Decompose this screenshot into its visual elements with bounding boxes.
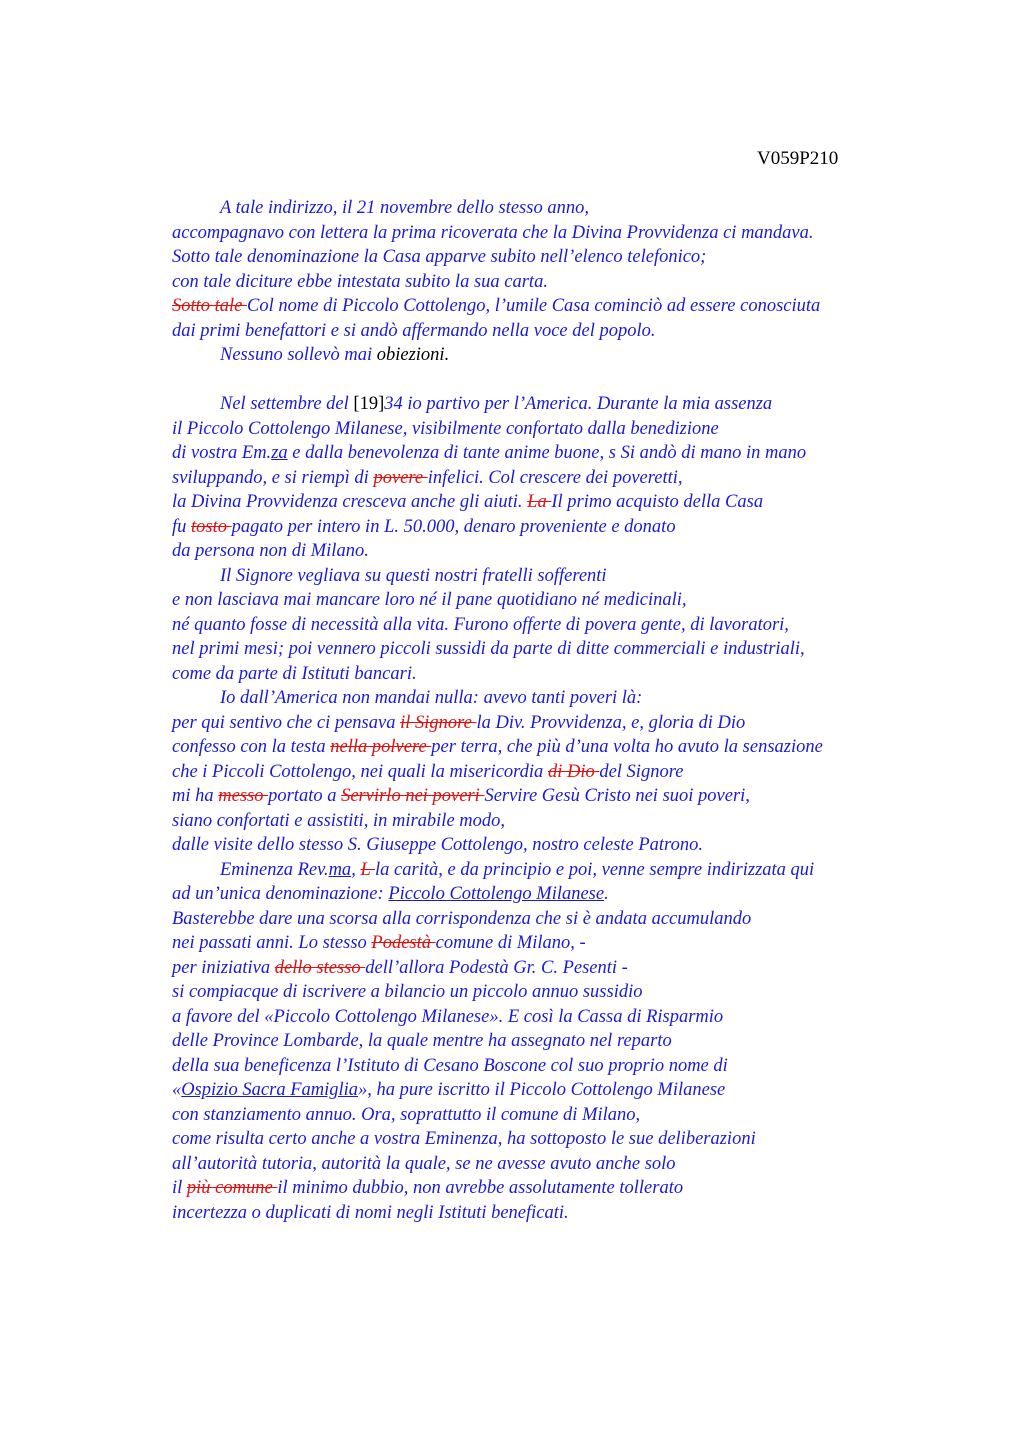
text-run: con stanziamento annuo. Ora, soprattutto il comune di Milano, <box>172 1104 641 1125</box>
text-run: Il primo acquisto della Casa <box>551 492 764 512</box>
text-run: nel primi mesi; poi vennero piccoli sussidi da parte di ditte commerciali e industriali, <box>172 639 805 659</box>
text-line <box>172 245 1012 270</box>
text-run: sviluppando, e si riempì di <box>172 467 374 488</box>
text-run: del Signore <box>599 761 684 782</box>
text-line <box>172 392 1012 417</box>
text-run: 34 io partivo per l’America. Durante la mia assenza <box>384 394 773 414</box>
text-line <box>172 417 1012 442</box>
text-run: Sotto tale denominazione la Casa apparve subito nell’elenco telefonico; <box>172 247 707 267</box>
text-line <box>172 907 1012 932</box>
text-run: della sua beneficenza l’Istituto di Cesano Boscone col suo proprio nome di <box>172 1055 728 1076</box>
text-run: dell’allora Podestà Gr. C. Pesenti - <box>365 957 628 978</box>
text-line <box>172 466 1012 491</box>
deleted-text: dello stesso <box>274 957 366 978</box>
text-run: si compiacque di iscrivere a bilancio un piccolo annuo sussidio <box>172 982 643 1002</box>
text-run: confesso con la testa <box>172 737 331 757</box>
text-run: il Piccolo Cottolengo Milanese, visibilmente confortato dalla benedizione <box>172 418 719 439</box>
text-run: A tale indirizzo, il 21 novembre dello stesso anno, <box>220 198 589 218</box>
text-line <box>172 931 1012 956</box>
deleted-text: più comune <box>186 1178 278 1198</box>
text-line <box>172 319 1012 344</box>
text-run: a favore del «Piccolo Cottolengo Milanese». E così la Cassa di Risparmio <box>172 1006 724 1027</box>
text-line <box>172 1054 1012 1079</box>
deleted-text: Podestà <box>371 933 436 953</box>
text-run: fu <box>172 516 192 537</box>
text-line <box>172 1176 1012 1201</box>
text-run: Servire Gesù Cristo nei suoi poveri, <box>484 786 750 806</box>
text-line <box>172 539 1012 564</box>
text-line <box>172 760 1012 785</box>
text-run: per iniziativa <box>172 957 275 978</box>
text-run: il minimo dubbio, non avrebbe assolutamente tollerato <box>277 1178 684 1198</box>
text-run: Il Signore vegliava su questi nostri fratelli sofferenti <box>220 565 607 586</box>
text-run: delle Province Lombarde, la quale mentre ha assegnato nel reparto <box>172 1031 672 1051</box>
text-line <box>172 515 1012 540</box>
text-run: portato a <box>268 786 342 806</box>
text-run: da persona non di Milano. <box>172 541 369 561</box>
text-run: Nel settembre del <box>220 394 354 414</box>
text-line <box>172 490 1012 515</box>
text-run: Io dall’America non mandai nulla: avevo tanti poveri là: <box>220 688 643 708</box>
text-run: Eminenza Rev. <box>220 859 329 880</box>
deleted-text: il Signore <box>400 712 477 733</box>
text-line <box>172 1127 1012 1152</box>
text-run: Basterebbe dare una scorsa alla corrispondenza che si è andata accumulando <box>172 908 752 929</box>
underlined-text: ma <box>328 859 352 880</box>
text-line <box>172 196 1012 221</box>
text-line <box>172 1078 1012 1103</box>
text-line <box>172 1029 1012 1054</box>
text-run: nei passati anni. Lo stesso <box>172 933 372 953</box>
text-line <box>172 588 1012 613</box>
text-line <box>172 956 1012 981</box>
text-line <box>172 1005 1012 1030</box>
deleted-text: L <box>360 859 376 880</box>
text-run: la carità, e da principio e poi, venne sempre indirizzata qui <box>375 859 815 880</box>
text-line <box>172 564 1012 589</box>
page-id: V059P210 <box>757 148 839 169</box>
text-run: e non lasciava mai mancare loro né il pane quotidiano né medicinali, <box>172 590 687 610</box>
text-run: mi ha <box>172 786 219 806</box>
text-run: come risulta certo anche a vostra Eminenza, ha sottoposto le sue deliberazioni <box>172 1129 756 1149</box>
underlined-text: Ospizio Sacra Famiglia <box>181 1080 359 1100</box>
text-run: accompagnavo con lettera la prima ricoverata che la Divina Provvidenza ci mandava. <box>172 222 814 243</box>
text-run: come da parte di Istituti bancari. <box>172 663 417 684</box>
text-line <box>172 221 1012 246</box>
text-line <box>172 809 1012 834</box>
bracket-insert: [19] <box>353 394 385 414</box>
text-run: », ha pure iscritto il Piccolo Cottolengo Milanese <box>358 1080 726 1100</box>
text-run: né quanto fosse di necessità alla vita. Furono offerte di povera gente, di lavoratori, <box>172 614 789 635</box>
underlined-text: Piccolo Cottolengo Milanese <box>388 884 605 904</box>
text-run: , <box>351 859 361 880</box>
text-run: dai primi benefattori e si andò affermando nella voce del popolo. <box>172 320 656 341</box>
text-line <box>172 270 1012 295</box>
text-run: dalle visite dello stesso S. Giuseppe Cottolengo, nostro celeste Patrono. <box>172 835 703 855</box>
deleted-text: tosto <box>191 516 232 537</box>
document-body <box>172 196 1012 1225</box>
text-line <box>172 882 1012 907</box>
text-line <box>172 1103 1012 1128</box>
deleted-text: Sotto tale <box>172 296 248 316</box>
blank-line <box>172 368 1012 393</box>
original-text: obiezioni. <box>376 345 450 365</box>
text-run: incertezza o duplicati di nomi negli Istituti beneficati. <box>172 1202 569 1223</box>
text-line <box>172 711 1012 736</box>
deleted-text: messo <box>218 786 269 806</box>
text-run: che i Piccoli Cottolengo, nei quali la misericordia <box>172 761 548 782</box>
deleted-text: La <box>527 492 552 512</box>
text-line <box>172 686 1012 711</box>
text-run: di vostra Em. <box>172 443 272 463</box>
text-run: pagato per intero in L. 50.000, denaro proveniente e donato <box>231 516 676 537</box>
underlined-text: za <box>271 443 288 463</box>
text-run: comune di Milano, - <box>435 933 586 953</box>
text-run: per terra, che più d’una volta ho avuto la sensazione <box>431 737 823 757</box>
text-line <box>172 343 1012 368</box>
text-run: la Divina Provvidenza cresceva anche gli aiuti. <box>172 492 528 512</box>
text-line <box>172 1152 1012 1177</box>
text-line <box>172 294 1012 319</box>
text-line <box>172 441 1012 466</box>
text-line <box>172 784 1012 809</box>
text-line <box>172 980 1012 1005</box>
text-run: e dalla benevolenza di tante anime buone, s Si andò di mano in mano <box>287 443 807 463</box>
deleted-text: povere <box>373 467 428 488</box>
text-line <box>172 637 1012 662</box>
deleted-text: nella polvere <box>330 737 432 757</box>
deleted-text: di Dio <box>547 761 600 782</box>
text-run: all’autorità tutoria, autorità la quale, se ne avesse avuto anche solo <box>172 1153 676 1174</box>
text-line <box>172 735 1012 760</box>
text-line <box>172 662 1012 687</box>
text-line <box>172 833 1012 858</box>
text-run: infelici. Col crescere dei poveretti, <box>427 467 683 488</box>
text-run: con tale diciture ebbe intestata subito la sua carta. <box>172 271 548 292</box>
text-run: il <box>172 1178 187 1198</box>
text-run: ad un’unica denominazione: <box>172 884 389 904</box>
text-line <box>172 1201 1012 1226</box>
text-run: la Div. Provvidenza, e, gloria di Dio <box>476 712 746 733</box>
deleted-text: Servirlo nei poveri <box>341 786 485 806</box>
text-run: Col nome di Piccolo Cottolengo, l’umile Casa cominciò ad essere conosciuta <box>247 296 821 316</box>
text-line <box>172 858 1012 883</box>
text-run: Nessuno sollevò mai <box>220 345 377 365</box>
text-run: . <box>604 884 609 904</box>
text-line <box>172 613 1012 638</box>
text-run: per qui sentivo che ci pensava <box>172 712 401 733</box>
text-run: siano confortati e assistiti, in mirabile modo, <box>172 810 506 831</box>
text-run: « <box>172 1080 182 1100</box>
